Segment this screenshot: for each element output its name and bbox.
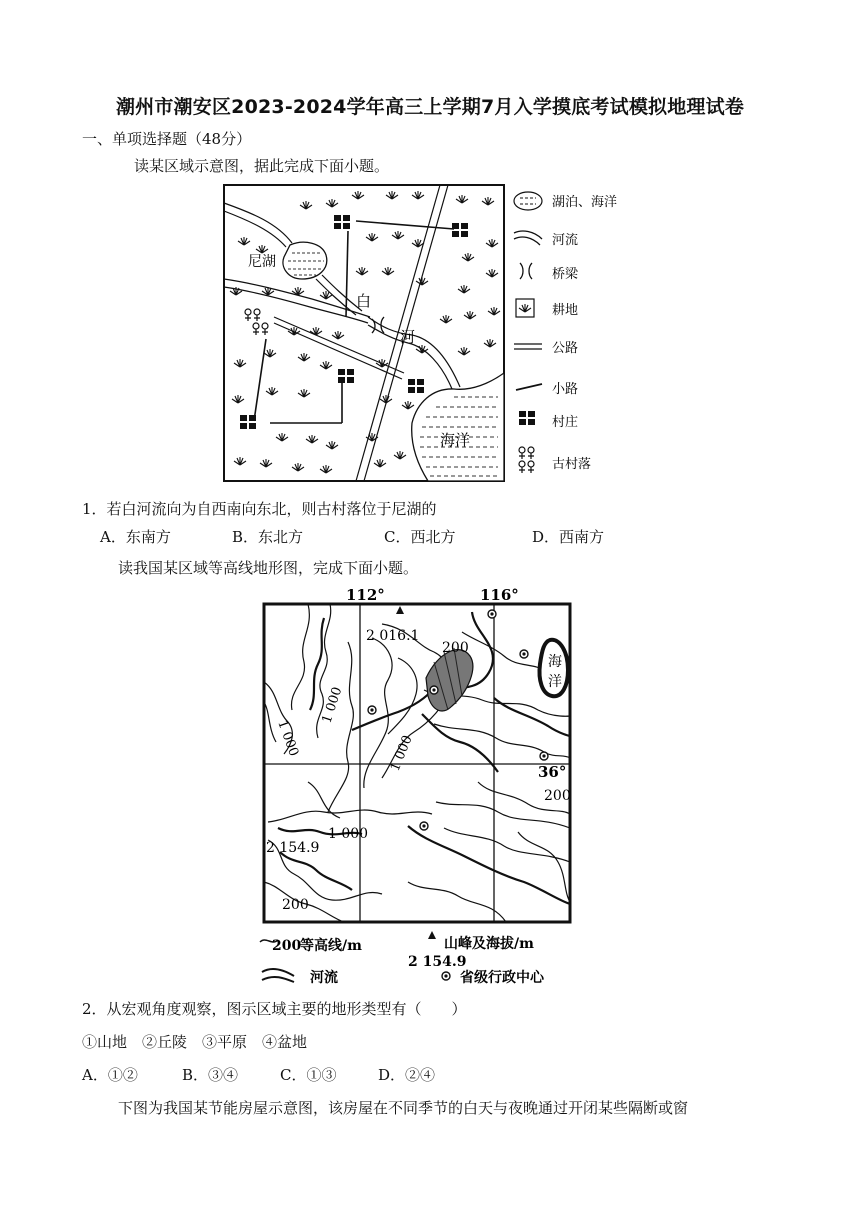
- legend-river-label: 河流: [310, 970, 338, 986]
- q2-option-a[interactable]: A．①②: [82, 1066, 138, 1084]
- q2-option-b[interactable]: B．③④: [182, 1066, 239, 1084]
- farmland-icon: [516, 299, 534, 317]
- map2-legend: [260, 931, 545, 986]
- capital-icon: [442, 972, 450, 980]
- river-icon: [514, 231, 542, 245]
- legend-label: 小路: [552, 382, 579, 397]
- bai-label: 白: [356, 292, 372, 310]
- legend-label: 桥梁: [552, 267, 579, 282]
- highway-icon: [514, 344, 542, 349]
- q1-option-d[interactable]: D．西南方: [532, 528, 605, 546]
- q2-choices: ①山地 ②丘陵 ③平原 ④盆地: [82, 1033, 308, 1051]
- contour-200-label: 200: [282, 897, 309, 913]
- legend-label: 古村落: [552, 457, 592, 472]
- intro-map2: 读我国某区域等高线地形图，完成下面小题。: [118, 559, 419, 577]
- legend-peak-number: 2 154.9: [408, 954, 467, 970]
- legend-label: 河流: [552, 233, 579, 248]
- river-icon: [262, 969, 294, 982]
- section-heading: 一、单项选择题（48分）: [82, 130, 252, 148]
- lat-36-label: 36°: [538, 763, 567, 781]
- lon-112-label: 112°: [346, 586, 385, 604]
- path-icon: [516, 384, 542, 390]
- village-icon: [519, 411, 535, 425]
- legend-label: 耕地: [552, 303, 579, 318]
- lon-116-label: 116°: [480, 586, 519, 604]
- legend-capital-label: 省级行政中心: [460, 970, 544, 986]
- nihu-label: 尼湖: [248, 254, 276, 270]
- contour-200-label: 200: [442, 640, 469, 656]
- ancient-village-icon: [519, 447, 534, 473]
- q1-option-c[interactable]: C．西北方: [384, 528, 456, 546]
- q2-option-d[interactable]: D．②④: [378, 1066, 436, 1084]
- contour-map: [248, 582, 588, 990]
- peak-icon: [428, 931, 436, 939]
- contour-1000-label: 1 000: [319, 685, 346, 726]
- he-label: 河: [400, 328, 416, 346]
- lake-ocean-icon: [514, 192, 542, 210]
- ocean-char-1: 海: [548, 654, 562, 670]
- q1-option-a[interactable]: A．东南方: [100, 528, 171, 546]
- question-1-stem: 1．若白河流向为自西南向东北，则古村落位于尼湖的: [82, 500, 437, 518]
- ocean-char-2: 洋: [548, 674, 562, 690]
- peak-2016-label: 2 016.1: [366, 628, 420, 644]
- legend-label: 公路: [552, 341, 579, 356]
- bridge-icon: [520, 263, 532, 279]
- contour-1000-label: 1 000: [328, 826, 369, 842]
- legend-contour-number: 200: [272, 938, 302, 954]
- legend-label: 村庄: [552, 415, 579, 430]
- region-map: [222, 183, 647, 485]
- legend-peak-label: 山峰及海拔/m: [444, 936, 534, 952]
- legend-contour-label: 等高线/m: [300, 938, 362, 954]
- contour-200-label: 200: [544, 788, 571, 804]
- q1-option-b[interactable]: B．东北方: [232, 528, 304, 546]
- exam-title: 潮州市潮安区2023-2024学年高三上学期7月入学摸底考试模拟地理试卷: [115, 96, 745, 118]
- ocean-label: 海洋: [440, 431, 471, 449]
- intro-house: 下图为我国某节能房屋示意图，该房屋在不同季节的白天与夜晚通过开闭某些隔断或窗: [118, 1099, 689, 1117]
- question-2-stem: 2．从宏观角度观察，图示区域主要的地形类型有（ ）: [82, 1000, 467, 1018]
- peak-2154-label: 2 154.9: [266, 840, 320, 856]
- legend-label: 湖泊、海洋: [552, 195, 618, 210]
- contour-1000-label: 1 000: [387, 733, 416, 774]
- intro-map1: 读某区域示意图，据此完成下面小题。: [134, 157, 390, 175]
- map1-legend: [514, 192, 617, 473]
- q2-option-c[interactable]: C．①③: [280, 1066, 337, 1084]
- contour-1000-label: 1 000: [274, 718, 302, 759]
